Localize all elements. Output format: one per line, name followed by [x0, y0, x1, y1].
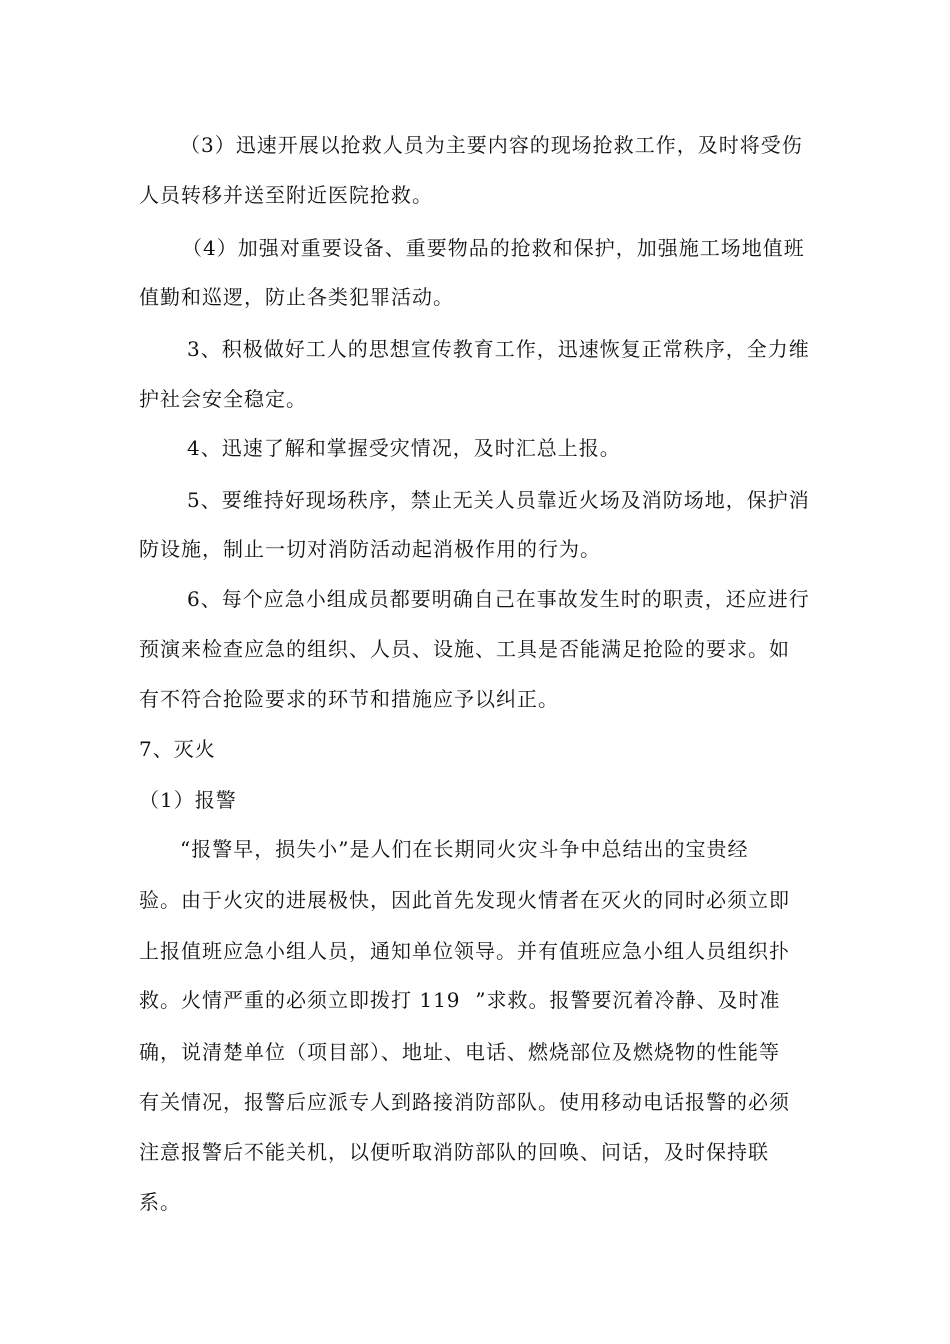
text-line: 护社会安全稳定。: [139, 387, 307, 411]
text-line: 系。: [139, 1190, 181, 1214]
text-line: 确，说清楚单位（项目部）、地址、电话、燃烧部位及燃烧物的性能等: [139, 1040, 780, 1064]
text-line: 救。火情严重的必须立即拨打 119 ”求救。报警要沉着冷静、及时准: [139, 988, 781, 1012]
text-line: 值勤和巡逻，防止各类犯罪活动。: [139, 285, 454, 309]
text-line: 6、每个应急小组成员都要明确自己在事故发生时的职责，还应进行: [187, 587, 810, 611]
text-line: 5、要维持好现场秩序，禁止无关人员靠近火场及消防场地，保护消: [187, 488, 810, 512]
text-line: 有不符合抢险要求的环节和措施应予以纠正。: [139, 687, 559, 711]
text-line: 4、迅速了解和掌握受灾情况，及时汇总上报。: [187, 436, 621, 460]
text-line: 验。由于火灾的进展极快，因此首先发现火情者在灭火的同时必须立即: [139, 888, 790, 912]
text-line: 预演来检查应急的组织、人员、设施、工具是否能满足抢险的要求。如: [139, 637, 790, 661]
text-line: 注意报警后不能关机，以便听取消防部队的回唤、问话，及时保持联: [139, 1140, 769, 1164]
text-line: 防设施，制止一切对消防活动起消极作用的行为。: [139, 537, 601, 561]
text-line: 人员转移并送至附近医院抢救。: [139, 183, 433, 207]
text-line: “报警早，损失小”是人们在长期同火灾斗争中总结出的宝贵经: [180, 837, 749, 861]
text-line: 有关情况，报警后应派专人到路接消防部队。使用移动电话报警的必须: [139, 1090, 790, 1114]
text-line: （3）迅速开展以抢救人员为主要内容的现场抢救工作，及时将受伤: [180, 133, 803, 157]
subsection-heading: （1）报警: [139, 788, 237, 812]
text-line: 3、积极做好工人的思想宣传教育工作，迅速恢复正常秩序，全力维: [187, 337, 810, 361]
text-line: （4）加强对重要设备、重要物品的抢救和保护，加强施工场地值班: [182, 236, 805, 260]
section-heading: 7、灭火: [139, 737, 216, 761]
text-line: 上报值班应急小组人员，通知单位领导。并有值班应急小组人员组织扑: [139, 939, 790, 963]
